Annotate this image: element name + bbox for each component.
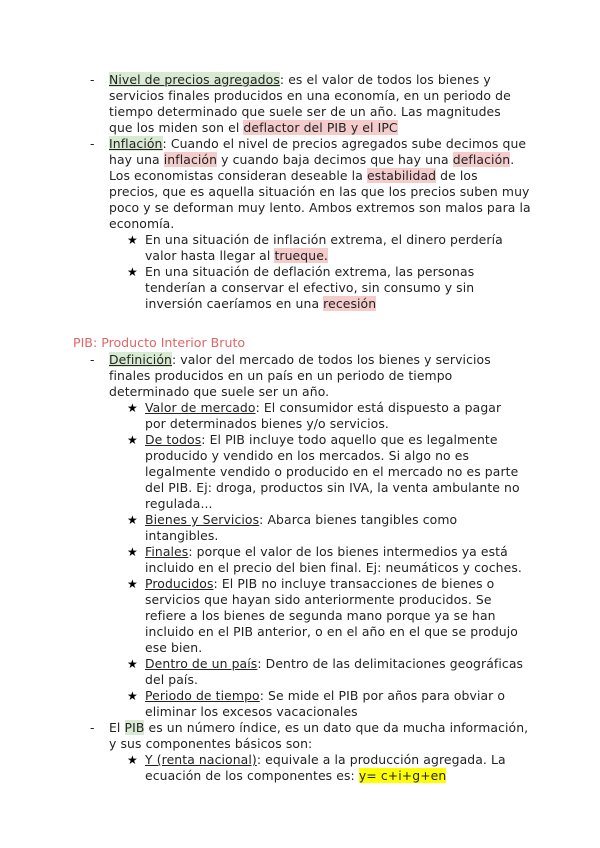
paragraph-line <box>145 544 508 560</box>
star-bullet-icon: ★ <box>127 513 138 527</box>
paragraph-line <box>145 432 498 448</box>
paragraph-line: incluido en el precio del bien final. Ej: neumáticos y coches. <box>145 560 522 575</box>
paragraph-line <box>145 656 523 672</box>
term-underlined: Periodo de tiempo <box>145 688 260 703</box>
paragraph-line: ese bien. <box>145 640 203 655</box>
term-highlight: Definición <box>109 352 172 367</box>
text-run: valor hasta llegar al <box>145 248 275 263</box>
term-highlight: trueque. <box>274 248 328 263</box>
bullet-dash: - <box>90 352 95 367</box>
text-run: es un número índice, es un dato que da mucha información, <box>144 720 529 735</box>
paragraph-line: del PIB. Ej: droga, productos sin IVA, la venta ambulante no <box>145 480 520 495</box>
paragraph-line: servicios finales producidos en una economía, en un periodo de <box>109 88 511 103</box>
star-bullet-icon: ★ <box>127 401 138 415</box>
paragraph-line: tiempo determinado que suele ser de un año. Las magnitudes <box>109 104 501 119</box>
bullet-dash: - <box>90 720 95 735</box>
paragraph-line: incluido en el PIB anterior, o en el año en el que se produjo <box>145 624 518 639</box>
paragraph-line <box>109 168 478 184</box>
bullet-dash: - <box>90 136 95 151</box>
paragraph-line: En una situación de deflación extrema, las personas <box>145 264 475 279</box>
paragraph-line <box>145 248 328 264</box>
term-highlight: PIB <box>124 720 145 735</box>
text-run: : Abarca bienes tangibles como <box>259 512 458 527</box>
paragraph-line <box>145 296 376 312</box>
paragraph-line: En una situación de inflación extrema, el dinero perdería <box>145 232 503 247</box>
paragraph-line <box>109 72 491 88</box>
paragraph-line: regulada... <box>145 496 213 511</box>
star-bullet-icon: ★ <box>127 689 138 703</box>
term-underlined: Valor de mercado <box>145 400 256 415</box>
term-highlight: deflactor del PIB y el IPC <box>243 120 398 135</box>
star-bullet-icon: ★ <box>127 545 138 559</box>
paragraph-line: intangibles. <box>145 528 219 543</box>
star-bullet-icon: ★ <box>127 753 138 767</box>
text-run: . <box>510 152 515 167</box>
paragraph-line <box>145 576 494 592</box>
star-bullet-icon: ★ <box>127 657 138 671</box>
text-run: hay una <box>109 152 164 167</box>
paragraph-line: por determinados bienes y/o servicios. <box>145 416 389 431</box>
paragraph-line: tenderían a conservar el efectivo, sin consumo y sin <box>145 280 475 295</box>
paragraph-line <box>145 688 505 704</box>
paragraph-line: refiere a los bienes de segunda mano porque ya se han <box>145 608 496 623</box>
paragraph-line <box>145 768 446 784</box>
text-run: que los miden son el <box>109 120 244 135</box>
text-run: : equivale a la producción agregada. La <box>256 752 506 767</box>
term-highlight: inflación <box>163 152 218 167</box>
star-bullet-icon: ★ <box>127 265 138 279</box>
text-run: El <box>109 720 125 735</box>
term-underlined: Bienes y Servicios <box>145 512 260 527</box>
text-run: inversión caeríamos en una <box>145 296 324 311</box>
paragraph-line: legalmente vendido o producido en el mercado no es parte <box>145 464 519 479</box>
text-run: : El PIB incluye todo aquello que es legalmente <box>201 432 498 447</box>
term-underlined: De todos <box>145 432 202 447</box>
text-run: : Cuando el nivel de precios agregados sube decimos que <box>162 136 527 151</box>
text-run: y cuando baja decimos que hay una <box>217 152 453 167</box>
paragraph-line: producido y vendido en los mercados. Si algo no es <box>145 448 470 463</box>
star-bullet-icon: ★ <box>127 577 138 591</box>
paragraph-line <box>109 136 526 152</box>
term-underlined: Finales <box>145 544 189 559</box>
paragraph-line <box>145 512 457 528</box>
paragraph-line: del país. <box>145 672 199 687</box>
text-run: : Dentro de las delimitaciones geográficas <box>257 656 524 671</box>
text-run: : El consumidor está dispuesto a pagar <box>255 400 502 415</box>
term-highlight: estabilidad <box>366 168 437 183</box>
formula-highlight: y= c+i+g+en <box>358 768 447 783</box>
term-underlined: Producidos <box>145 576 214 591</box>
paragraph-line: poco y se deforman muy lento. Ambos extremos son malos para la <box>109 200 531 215</box>
text-run: ecuación de los componentes es: <box>145 768 359 783</box>
paragraph-line: finales producidos en un país en un periodo de tiempo <box>109 368 453 383</box>
paragraph-line: servicios que hayan sido anteriormente producidos. Se <box>145 592 492 607</box>
term-highlight: deflación <box>452 152 511 167</box>
term-highlight: recesión <box>323 296 377 311</box>
text-run: : valor del mercado de todos los bienes y servicios <box>171 352 491 367</box>
paragraph-line: y sus componentes básicos son: <box>109 736 313 751</box>
text-run: : El PIB no incluye transacciones de bienes o <box>213 576 495 591</box>
text-run: : Se mide el PIB por años para obviar o <box>259 688 506 703</box>
star-bullet-icon: ★ <box>127 233 138 247</box>
paragraph-line <box>145 752 506 768</box>
paragraph-line: eliminar los excesos vacacionales <box>145 704 358 719</box>
text-run: Los economistas consideran deseable la <box>109 168 367 183</box>
text-run: : es el valor de todos los bienes y <box>279 72 491 87</box>
paragraph-line <box>109 120 398 136</box>
paragraph-line: precios, que es aquella situación en las que los precios suben muy <box>109 184 530 199</box>
star-bullet-icon: ★ <box>127 433 138 447</box>
paragraph-line: determinado que suele ser un año. <box>109 384 330 399</box>
term-underlined: Y (renta nacional) <box>145 752 257 767</box>
paragraph-line <box>109 720 528 736</box>
paragraph-line: economía. <box>109 216 175 231</box>
text-run: : porque el valor de los bienes intermedios ya está <box>188 544 508 559</box>
bullet-dash: - <box>90 72 95 87</box>
paragraph-line <box>109 152 514 168</box>
paragraph-line <box>109 352 491 368</box>
term-underlined: Dentro de un país <box>145 656 258 671</box>
section-heading: PIB: Producto Interior Bruto <box>73 335 246 350</box>
text-run: de los <box>436 168 478 183</box>
term-highlight: Inflación <box>109 136 163 151</box>
paragraph-line <box>145 400 501 416</box>
term-highlight: Nivel de precios agregados <box>109 72 280 87</box>
